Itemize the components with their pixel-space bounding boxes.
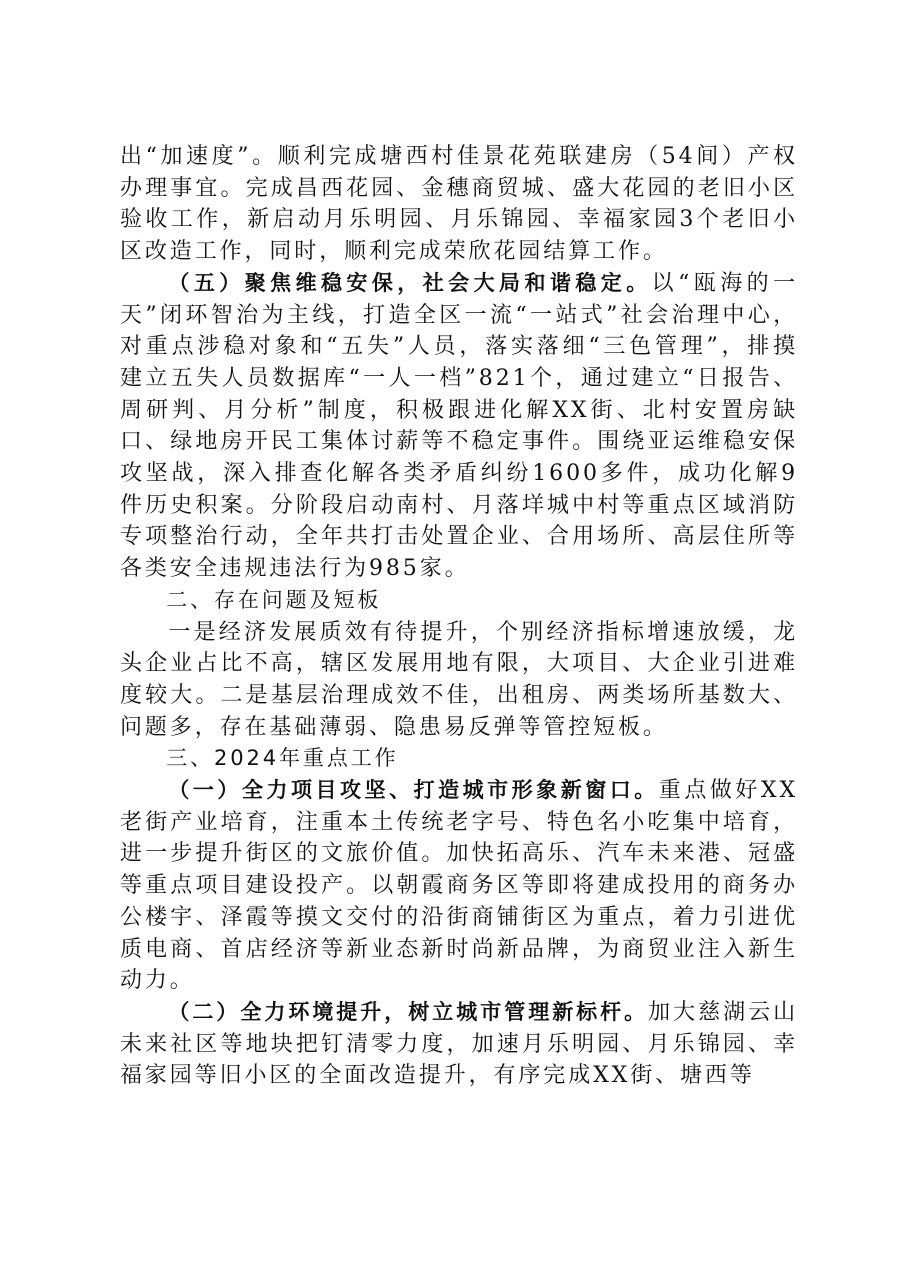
paragraph-projects — [120, 775, 798, 997]
paragraph-stability — [120, 268, 798, 585]
paragraph-problems — [120, 617, 798, 744]
paragraph-lead: （五）聚焦维稳安保，社会大局和谐稳定。 — [168, 270, 652, 295]
paragraph-text: 出“加速度”。顺利完成塘西村佳景花苑联建房（54间）产权办理事宜。完成昌西花园、金穗商贸城、盛大花园的老旧小区验收工作，新启动月乐明园、月乐锦园、幸福家园3个老旧小区改造工作，同时，顺利完成荣欣花园结算工作。 — [120, 144, 798, 265]
paragraph-text: 重点做好XX老街产业培育，注重本土传统老字号、特色名小吃集中培育，进一步提升街区的文旅价值。加快拓高乐、汽车未来港、冠盛等重点项目建设投产。以朝霞商务区等即将建成投用的商务办公楼宇、泽霞等摸文交付的沿街商铺街区为重点，着力引进优质电商、首店经济等新业态新时尚新品牌，为商贸业注入新生动力。 — [120, 778, 799, 994]
document-body — [120, 141, 798, 1092]
paragraph-text: 以“瓯海的一天”闭环智治为主线，打造全区一流“一站式”社会治理中心，对重点涉稳对象和“五失”人员，落实落细“三色管理”，排摸建立五失人员数据库“一人一档”821个，通过建立“日报告、周研判、月分析”制度，积极跟进化解XX街、北村安置房缺口、绿地房开民工集体讨薪等不稳定事件。围绕亚运维稳安保攻坚战，深入排查化解各类矛盾纠纷1600多件，成功化解9件历史积案。分阶段启动南村、月落垟城中村等重点区域消防专项整治行动，全年共打击处置企业、合用场所、高层住所等各类安全违规违法行为985家。 — [120, 270, 798, 582]
paragraph-lead: （二）全力环境提升，树立城市管理新标杆。 — [168, 999, 649, 1024]
section-heading-problems: 二、存在问题及短板 — [166, 587, 382, 612]
paragraph-environment — [120, 997, 798, 1092]
paragraph-text: 一是经济发展质效有待提升，个别经济指标增速放缓，龙头企业占比不高，辖区发展用地有限，大项目、大企业引进难度较大。二是基层治理成效不佳，出租房、两类场所基数大、问题多，存在基础薄弱、隐患易反弹等管控短板。 — [120, 619, 798, 740]
paragraph-text: 加大慈湖云山未来社区等地块把钉清零力度，加速月乐明园、月乐锦园、幸福家园等旧小区的全面改造提升，有序完成XX街、塘西等 — [120, 999, 798, 1089]
paragraph-lead: （一）全力项目攻坚、打造城市形象新窗口。 — [168, 778, 659, 803]
section-heading-priorities: 三、2024年重点工作 — [166, 746, 399, 771]
paragraph-housing — [120, 141, 798, 268]
